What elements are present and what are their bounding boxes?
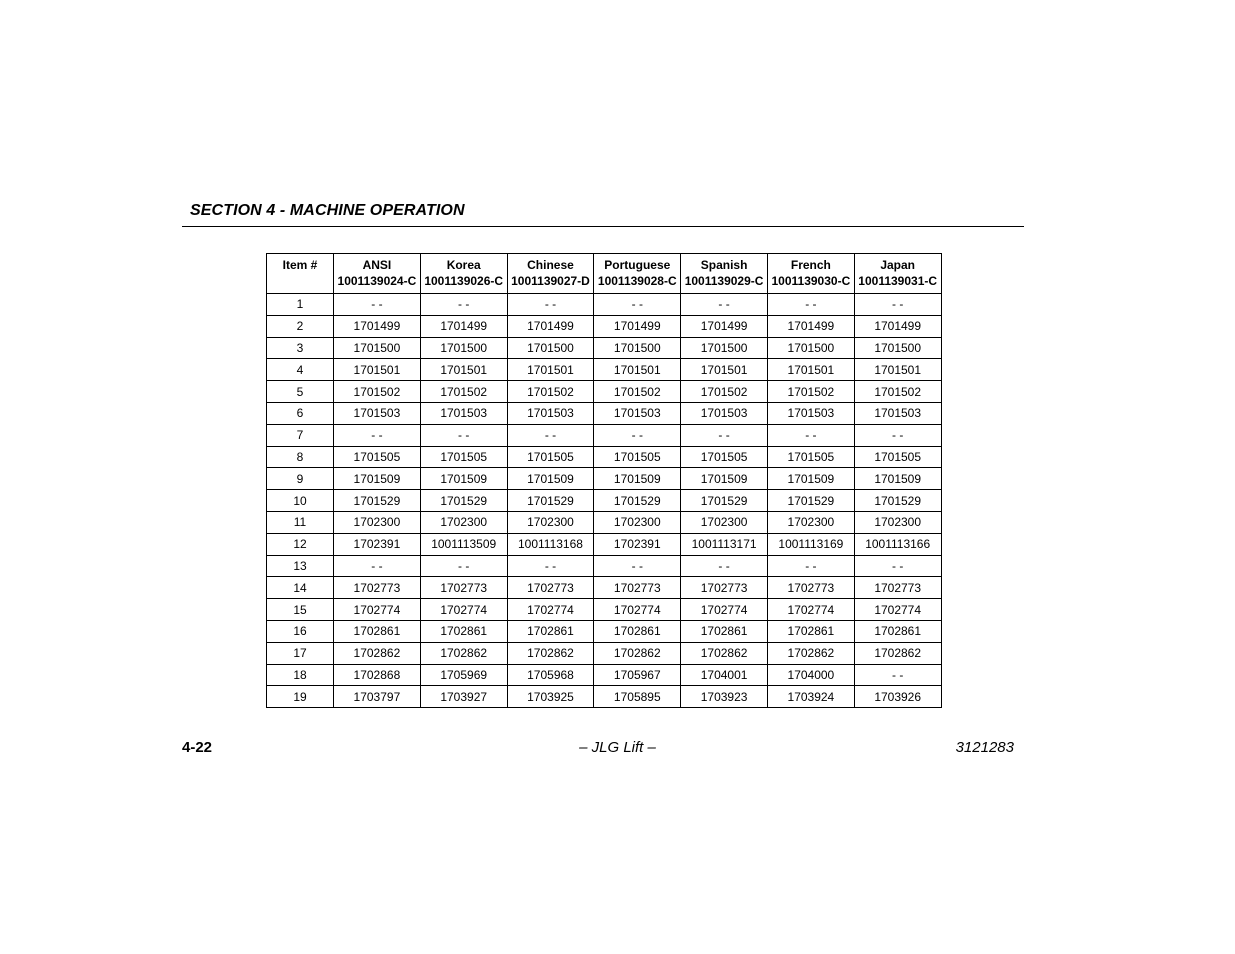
part-number-cell: 1701499 <box>594 315 681 337</box>
part-number-cell: 1001113166 <box>854 533 941 555</box>
part-number-cell: 1701503 <box>681 402 768 424</box>
part-number-cell: - - <box>507 555 594 577</box>
part-number-cell: 1001113169 <box>767 533 854 555</box>
column-label: Japan <box>880 258 916 272</box>
part-number-cell: 1702773 <box>507 577 594 599</box>
part-number-cell: 1702861 <box>420 620 507 642</box>
item-number-cell: 8 <box>267 446 334 468</box>
table-row <box>267 402 942 424</box>
item-number-cell: 18 <box>267 664 334 686</box>
table-row <box>267 424 942 446</box>
column-label: Chinese <box>527 258 574 272</box>
part-number-cell: 1701509 <box>507 468 594 490</box>
table-header <box>267 254 942 294</box>
part-number-cell: 1702861 <box>507 620 594 642</box>
part-number-cell: 1704000 <box>767 664 854 686</box>
part-number-cell: 1705969 <box>420 664 507 686</box>
part-number-cell: 1703927 <box>420 686 507 708</box>
part-number-cell: 1703926 <box>854 686 941 708</box>
table-row <box>267 337 942 359</box>
part-number-cell: 1702774 <box>854 599 941 621</box>
part-number-cell: 1701502 <box>854 381 941 403</box>
column-part-number: 1001139027-D <box>511 274 590 288</box>
part-number-cell: 1701500 <box>507 337 594 359</box>
part-number-cell: 1701500 <box>334 337 421 359</box>
part-number-cell: 1701505 <box>420 446 507 468</box>
part-number-cell: 1702773 <box>420 577 507 599</box>
part-number-cell: 1701500 <box>854 337 941 359</box>
part-number-cell: 1705968 <box>507 664 594 686</box>
column-label: Portuguese <box>604 258 671 272</box>
part-number-cell: 1702862 <box>420 642 507 664</box>
item-number-cell: 17 <box>267 642 334 664</box>
part-number-cell: - - <box>854 424 941 446</box>
part-number-cell: 1703797 <box>334 686 421 708</box>
part-number-cell: 1701529 <box>681 490 768 512</box>
part-number-cell: - - <box>594 294 681 316</box>
part-number-cell: 1701499 <box>334 315 421 337</box>
table-row <box>267 511 942 533</box>
item-number-cell: 3 <box>267 337 334 359</box>
column-part-number: 1001139030-C <box>771 274 851 288</box>
part-number-cell: 1702774 <box>334 599 421 621</box>
column-part-number: 1001139028-C <box>597 274 677 288</box>
item-number-cell: 16 <box>267 620 334 642</box>
part-number-cell: - - <box>334 424 421 446</box>
part-number-cell: 1701499 <box>767 315 854 337</box>
item-number-cell: 15 <box>267 599 334 621</box>
item-number-cell: 5 <box>267 381 334 403</box>
page-number: 4-22 <box>182 739 213 756</box>
part-number-cell: 1701505 <box>767 446 854 468</box>
part-number-cell: 1701501 <box>334 359 421 381</box>
part-number-cell: - - <box>594 555 681 577</box>
part-number-cell: 1702773 <box>854 577 941 599</box>
part-number-cell: 1702391 <box>334 533 421 555</box>
part-number-cell: 1702861 <box>334 620 421 642</box>
item-number-cell: 1 <box>267 294 334 316</box>
part-number-cell: 1702773 <box>767 577 854 599</box>
column-label: Korea <box>446 258 481 272</box>
table-row <box>267 555 942 577</box>
table-row <box>267 468 942 490</box>
part-number-cell: 1701529 <box>334 490 421 512</box>
table-row <box>267 490 942 512</box>
part-number-cell: - - <box>594 424 681 446</box>
item-number-cell: 11 <box>267 511 334 533</box>
part-number-cell: 1001113509 <box>420 533 507 555</box>
part-number-cell: 1702862 <box>507 642 594 664</box>
item-number-cell: 12 <box>267 533 334 555</box>
part-number-cell: 1702300 <box>681 511 768 533</box>
item-number-cell: 9 <box>267 468 334 490</box>
part-number-cell: 1701503 <box>594 402 681 424</box>
item-number-cell: 14 <box>267 577 334 599</box>
table-row <box>267 381 942 403</box>
part-number-cell: 1701502 <box>594 381 681 403</box>
part-number-cell: - - <box>507 424 594 446</box>
column-header <box>507 254 594 294</box>
column-part-number: 1001139026-C <box>424 274 504 288</box>
part-number-cell: 1701499 <box>854 315 941 337</box>
part-number-cell: 1701499 <box>681 315 768 337</box>
part-number-cell: 1701501 <box>681 359 768 381</box>
column-header <box>267 254 334 294</box>
part-number-cell: 1701505 <box>854 446 941 468</box>
table-row <box>267 642 942 664</box>
part-number-cell: 1701509 <box>420 468 507 490</box>
part-number-cell: 1701500 <box>681 337 768 359</box>
column-header <box>854 254 941 294</box>
part-number-cell: 1701502 <box>420 381 507 403</box>
item-number-cell: 10 <box>267 490 334 512</box>
table-row <box>267 686 942 708</box>
part-number-cell: 1702300 <box>334 511 421 533</box>
column-header <box>767 254 854 294</box>
part-number-cell: 1702862 <box>767 642 854 664</box>
table-row <box>267 359 942 381</box>
part-number-cell: 1701529 <box>767 490 854 512</box>
part-number-cell: 1702862 <box>594 642 681 664</box>
section-title: SECTION 4 - MACHINE OPERATION <box>190 202 465 219</box>
part-number-cell: 1701501 <box>594 359 681 381</box>
part-number-cell: 1702862 <box>334 642 421 664</box>
part-number-cell: 1702861 <box>854 620 941 642</box>
part-number-cell: - - <box>681 555 768 577</box>
part-number-cell: 1702773 <box>334 577 421 599</box>
item-number-cell: 7 <box>267 424 334 446</box>
part-number-cell: 1701502 <box>681 381 768 403</box>
item-number-cell: 4 <box>267 359 334 381</box>
part-number-cell: - - <box>767 294 854 316</box>
item-number-cell: 13 <box>267 555 334 577</box>
part-number-cell: 1701505 <box>594 446 681 468</box>
column-label: Spanish <box>700 258 748 272</box>
part-number-cell: 1701509 <box>681 468 768 490</box>
part-number-cell: 1701500 <box>594 337 681 359</box>
part-number-cell: 1702862 <box>681 642 768 664</box>
part-number-cell: - - <box>420 555 507 577</box>
part-number-cell: 1705895 <box>594 686 681 708</box>
part-number-cell: 1703923 <box>681 686 768 708</box>
part-number-cell: 1701499 <box>507 315 594 337</box>
part-number-cell: 1702868 <box>334 664 421 686</box>
part-number-cell: - - <box>767 424 854 446</box>
column-label: ANSI <box>362 258 392 272</box>
table-row <box>267 294 942 316</box>
part-number-cell: 1701503 <box>507 402 594 424</box>
item-number-cell: 2 <box>267 315 334 337</box>
column-part-number: 1001139029-C <box>684 274 764 288</box>
part-number-cell: 1701502 <box>334 381 421 403</box>
part-number-cell: 1701502 <box>767 381 854 403</box>
column-header <box>681 254 768 294</box>
column-part-number: 1001139024-C <box>337 274 417 288</box>
column-header <box>334 254 421 294</box>
part-number-cell: 1701503 <box>854 402 941 424</box>
part-number-cell: 1701529 <box>507 490 594 512</box>
item-number-cell: 6 <box>267 402 334 424</box>
part-number-cell: 1701502 <box>507 381 594 403</box>
header-rule <box>182 226 1024 227</box>
part-number-cell: 1702773 <box>594 577 681 599</box>
part-number-cell: 1701500 <box>420 337 507 359</box>
part-number-cell: 1701501 <box>767 359 854 381</box>
part-number-cell: 1701509 <box>767 468 854 490</box>
table-body <box>267 294 942 708</box>
column-label: French <box>790 258 831 272</box>
part-number-cell: 1701503 <box>334 402 421 424</box>
part-number-cell: - - <box>681 294 768 316</box>
part-number-cell: - - <box>420 424 507 446</box>
part-number-cell: 1703924 <box>767 686 854 708</box>
part-number-cell: 1704001 <box>681 664 768 686</box>
part-number-cell: 1701529 <box>854 490 941 512</box>
part-number-cell: 1001113168 <box>507 533 594 555</box>
part-number-cell: - - <box>854 294 941 316</box>
table-row <box>267 599 942 621</box>
part-number-cell: 1701509 <box>854 468 941 490</box>
column-header <box>594 254 681 294</box>
table-row <box>267 620 942 642</box>
part-number-cell: 1701509 <box>594 468 681 490</box>
part-number-cell: 1701505 <box>681 446 768 468</box>
part-number-cell: 1701501 <box>854 359 941 381</box>
part-number-cell: 1702774 <box>681 599 768 621</box>
part-number-cell: - - <box>681 424 768 446</box>
part-number-cell: 1701503 <box>767 402 854 424</box>
table-row <box>267 315 942 337</box>
part-number-cell: 1702391 <box>594 533 681 555</box>
part-number-cell: - - <box>767 555 854 577</box>
part-number-cell: - - <box>334 294 421 316</box>
column-label: Item # <box>282 258 318 272</box>
part-number-cell: 1701501 <box>420 359 507 381</box>
part-number-cell: 1702300 <box>507 511 594 533</box>
part-number-cell: 1701500 <box>767 337 854 359</box>
part-number-cell: 1701529 <box>594 490 681 512</box>
parts-table <box>266 253 942 708</box>
part-number-cell: 1702300 <box>420 511 507 533</box>
part-number-cell: 1001113171 <box>681 533 768 555</box>
part-number-cell: 1705967 <box>594 664 681 686</box>
document-number: 3121283 <box>955 739 1014 756</box>
part-number-cell: 1701509 <box>334 468 421 490</box>
table-row <box>267 446 942 468</box>
part-number-cell: - - <box>420 294 507 316</box>
part-number-cell: 1702774 <box>507 599 594 621</box>
part-number-cell: - - <box>854 555 941 577</box>
column-header <box>420 254 507 294</box>
part-number-cell: 1701505 <box>507 446 594 468</box>
column-part-number: 1001139031-C <box>858 274 938 288</box>
part-number-cell: 1702774 <box>767 599 854 621</box>
part-number-cell: - - <box>334 555 421 577</box>
part-number-cell: 1701529 <box>420 490 507 512</box>
footer-brand: – JLG Lift – <box>579 739 656 756</box>
part-number-cell: 1702300 <box>854 511 941 533</box>
part-number-cell: - - <box>507 294 594 316</box>
header-row <box>267 254 942 294</box>
part-number-cell: 1701499 <box>420 315 507 337</box>
part-number-cell: 1701505 <box>334 446 421 468</box>
part-number-cell: 1702862 <box>854 642 941 664</box>
part-number-cell: 1702774 <box>420 599 507 621</box>
part-number-cell: 1702300 <box>594 511 681 533</box>
part-number-cell: 1702861 <box>767 620 854 642</box>
part-number-cell: 1701503 <box>420 402 507 424</box>
table-row <box>267 664 942 686</box>
part-number-cell: 1702773 <box>681 577 768 599</box>
part-number-cell: 1702861 <box>594 620 681 642</box>
part-number-cell: - - <box>854 664 941 686</box>
part-number-cell: 1701501 <box>507 359 594 381</box>
part-number-cell: 1702300 <box>767 511 854 533</box>
part-number-cell: 1703925 <box>507 686 594 708</box>
part-number-cell: 1702774 <box>594 599 681 621</box>
item-number-cell: 19 <box>267 686 334 708</box>
table-row <box>267 577 942 599</box>
table-row <box>267 533 942 555</box>
part-number-cell: 1702861 <box>681 620 768 642</box>
